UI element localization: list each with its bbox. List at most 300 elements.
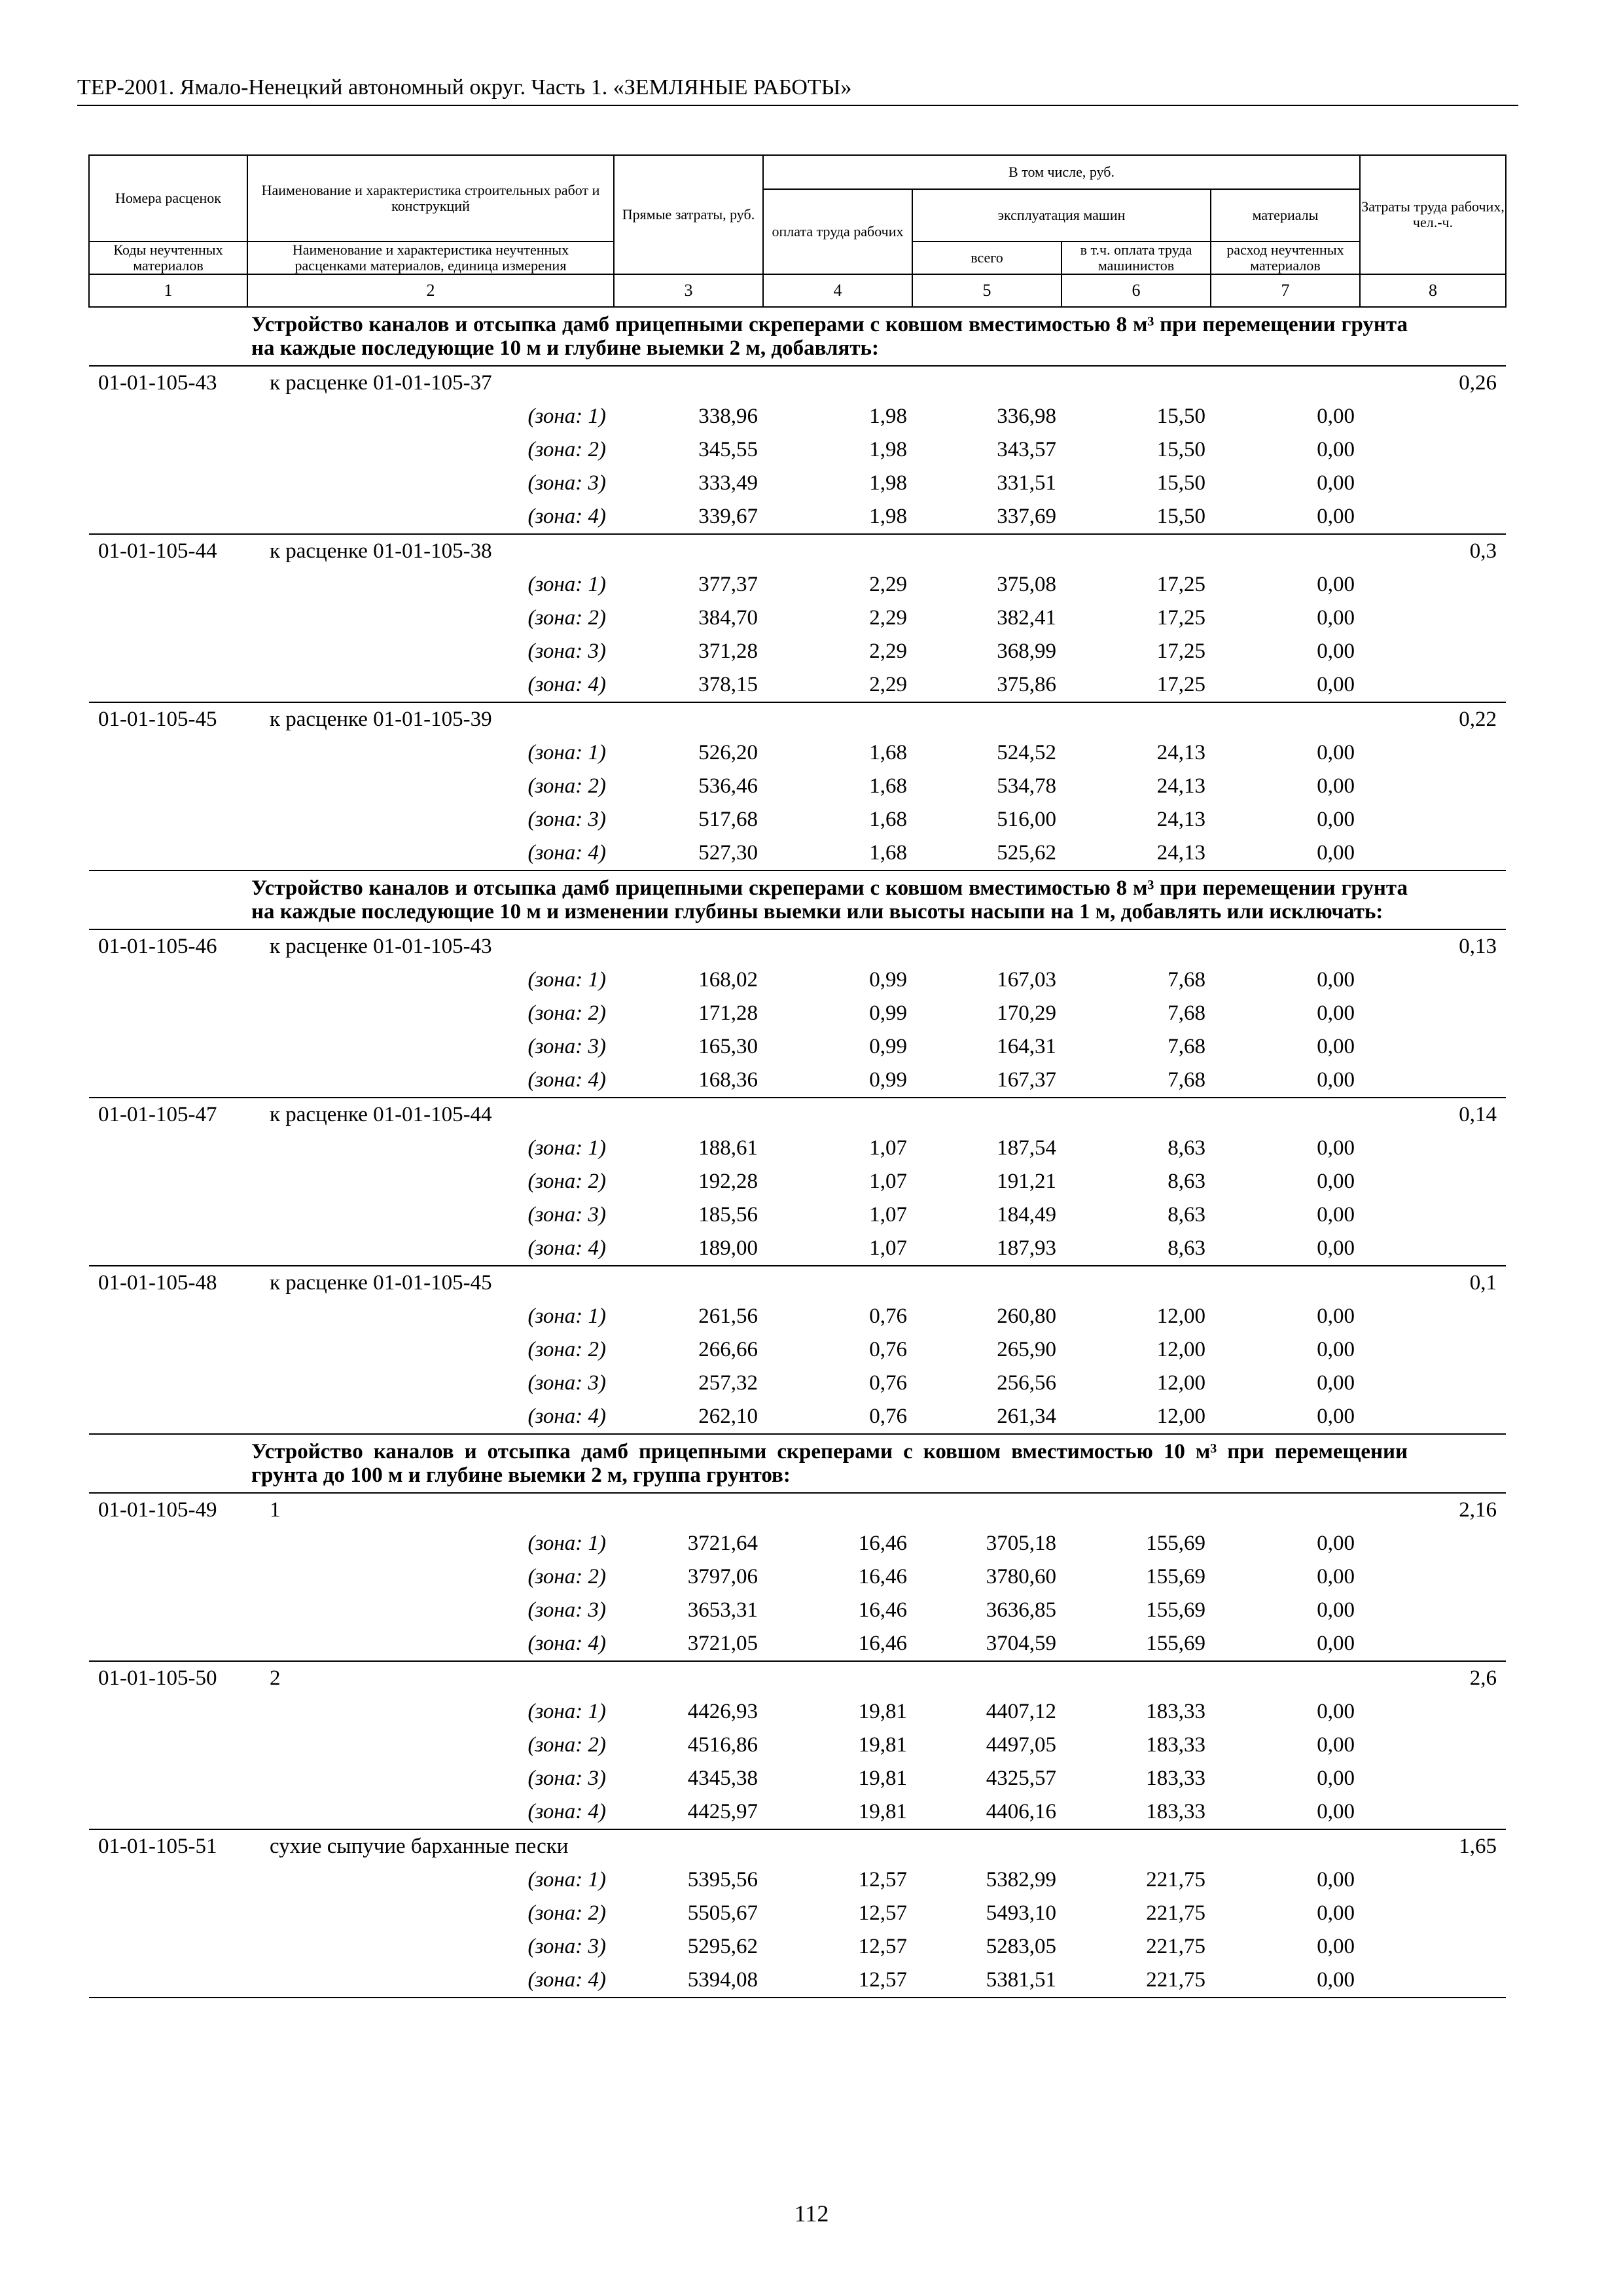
empty-cell	[89, 1627, 247, 1661]
materials-value: 0,00	[1317, 471, 1355, 495]
direct-costs-value: 371,28	[698, 639, 758, 663]
zone-row	[89, 500, 1506, 534]
empty-cell	[89, 635, 247, 668]
zone-row	[89, 1627, 1506, 1661]
empty-cell	[1211, 1493, 1360, 1527]
empty-cell	[89, 568, 247, 601]
empty-cell	[1360, 997, 1506, 1030]
empty-cell	[1360, 1300, 1506, 1333]
empty-cell	[1061, 1661, 1211, 1695]
zone-label: (зона: 2)	[527, 1733, 606, 1757]
empty-cell	[1211, 366, 1360, 400]
zone-label: (зона: 1)	[527, 404, 606, 428]
zone-row	[89, 1527, 1506, 1560]
worker-pay-value: 12,57	[858, 1901, 907, 1925]
direct-costs-value: 3797,06	[687, 1565, 758, 1588]
empty-cell	[89, 1762, 247, 1795]
empty-cell	[912, 929, 1061, 963]
materials-value: 0,00	[1317, 1170, 1355, 1193]
worker-pay-value: 2,29	[763, 668, 912, 702]
zone-label: (зона: 2)	[527, 1001, 606, 1025]
empty-cell	[1360, 568, 1506, 601]
empty-cell	[1360, 770, 1506, 803]
empty-cell	[614, 702, 763, 736]
machinist-pay-value: 24,13	[1061, 836, 1211, 870]
zone-row	[89, 467, 1506, 500]
machine-total-value: 5493,10	[986, 1901, 1056, 1925]
materials-value: 0,00	[1317, 1935, 1355, 1958]
zone-row	[89, 1198, 1506, 1232]
materials-value: 0,00	[1211, 1232, 1360, 1266]
worker-pay-value: 1,07	[869, 1203, 907, 1227]
machinist-pay-value: 8,63	[1168, 1136, 1205, 1160]
direct-costs-value: 377,37	[698, 573, 758, 596]
zone-row	[89, 1930, 1506, 1964]
zone-label: (зона: 2)	[527, 1901, 606, 1925]
direct-costs-value: 527,30	[614, 836, 763, 870]
empty-cell	[763, 1266, 912, 1300]
empty-cell	[1360, 500, 1506, 534]
empty-cell	[763, 1098, 912, 1132]
empty-cell	[1360, 1897, 1506, 1930]
section-title-row	[89, 307, 1506, 366]
empty-cell	[1360, 1729, 1506, 1762]
machine-total-value: 265,90	[997, 1338, 1056, 1361]
column-number: 6	[1061, 274, 1211, 307]
zone-label: (зона: 1)	[527, 1700, 606, 1723]
zone-label: (зона: 2)	[527, 1565, 606, 1588]
worker-pay-value: 1,68	[869, 808, 907, 831]
machine-total-value: 337,69	[912, 500, 1061, 534]
worker-pay-value: 2,29	[869, 573, 907, 596]
materials-value: 0,00	[1317, 1371, 1355, 1395]
zone-label: (зона: 1)	[527, 741, 606, 764]
direct-costs-value: 3721,05	[614, 1627, 763, 1661]
machinist-pay-value: 155,69	[1146, 1565, 1205, 1588]
empty-cell	[89, 770, 247, 803]
zone-label: (зона: 2)	[527, 438, 606, 461]
section-title: Устройство каналов и отсыпка дамб прицепными скреперами с ковшом вместимостью 10 м³ при перемещении грунта до 100 м и глубине выемки 2 м, группа грунтов:	[247, 1434, 1506, 1493]
empty-cell	[1360, 1762, 1506, 1795]
rate-code: 01-01-105-47	[89, 1098, 247, 1132]
machine-total-value: 375,08	[997, 573, 1056, 596]
empty-cell	[89, 1300, 247, 1333]
empty-cell	[1211, 702, 1360, 736]
machinist-pay-value: 183,33	[1061, 1795, 1211, 1829]
machine-total-value: 3704,59	[912, 1627, 1061, 1661]
direct-costs-value: 378,15	[614, 668, 763, 702]
zone-row	[89, 1132, 1506, 1165]
zone-row	[89, 1300, 1506, 1333]
rate-row	[89, 1661, 1506, 1695]
zone-label: (зона: 4)	[247, 836, 614, 870]
header-machinist-pay: в т.ч. оплата труда машинистов	[1061, 242, 1211, 274]
machinist-pay-value: 221,75	[1146, 1935, 1205, 1958]
direct-costs-value: 188,61	[698, 1136, 758, 1160]
rate-code: 01-01-105-49	[89, 1493, 247, 1527]
zone-label: (зона: 1)	[527, 968, 606, 992]
machine-total-value: 534,78	[997, 774, 1056, 798]
machinist-pay-value: 12,00	[1061, 1400, 1211, 1434]
column-number: 8	[1360, 274, 1506, 307]
empty-cell	[1360, 803, 1506, 836]
zone-row	[89, 770, 1506, 803]
worker-pay-value: 16,46	[858, 1532, 907, 1555]
direct-costs-value: 338,96	[698, 404, 758, 428]
direct-costs-value: 261,56	[698, 1304, 758, 1328]
zone-label: (зона: 4)	[247, 1964, 614, 1998]
materials-value: 0,00	[1317, 1700, 1355, 1723]
zone-label: (зона: 1)	[527, 1136, 606, 1160]
machine-total-value: 525,62	[912, 836, 1061, 870]
empty-cell	[89, 1367, 247, 1400]
machine-total-value: 382,41	[997, 606, 1056, 630]
rate-code: 01-01-105-43	[89, 366, 247, 400]
rate-name: к расценке 01-01-105-38	[247, 534, 614, 568]
materials-value: 0,00	[1211, 1964, 1360, 1998]
empty-cell	[763, 929, 912, 963]
zone-label: (зона: 4)	[247, 500, 614, 534]
rate-name: к расценке 01-01-105-39	[247, 702, 614, 736]
column-number: 4	[763, 274, 912, 307]
machine-total-value: 4407,12	[986, 1700, 1056, 1723]
worker-pay-value: 12,57	[858, 1868, 907, 1892]
direct-costs-value: 4426,93	[687, 1700, 758, 1723]
rate-row	[89, 366, 1506, 400]
section-blank-cell	[89, 1434, 247, 1493]
empty-cell	[614, 1098, 763, 1132]
column-numbers-row	[89, 274, 1506, 307]
machine-total-value: 368,99	[997, 639, 1056, 663]
zone-row	[89, 836, 1506, 870]
worker-pay-value: 19,81	[858, 1767, 907, 1790]
empty-cell	[614, 366, 763, 400]
header-work-name: Наименование и характеристика строительных работ и конструкций	[247, 155, 614, 242]
rate-name: к расценке 01-01-105-43	[247, 929, 614, 963]
empty-cell	[89, 601, 247, 635]
zone-label: (зона: 3)	[527, 1767, 606, 1790]
empty-cell	[89, 1198, 247, 1232]
section-blank-cell	[89, 870, 247, 929]
direct-costs-value: 4345,38	[687, 1767, 758, 1790]
empty-cell	[1211, 1829, 1360, 1863]
materials-value: 0,00	[1317, 573, 1355, 596]
machine-total-value: 5382,99	[986, 1868, 1056, 1892]
worker-pay-value: 0,76	[869, 1304, 907, 1328]
empty-cell	[614, 1661, 763, 1695]
machinist-pay-value: 183,33	[1146, 1733, 1205, 1757]
empty-cell	[89, 1897, 247, 1930]
machine-total-value: 4497,05	[986, 1733, 1056, 1757]
materials-value: 0,00	[1211, 668, 1360, 702]
worker-pay-value: 16,46	[858, 1598, 907, 1622]
materials-value: 0,00	[1317, 808, 1355, 831]
direct-costs-value: 262,10	[614, 1400, 763, 1434]
header-direct-costs: Прямые затраты, руб.	[614, 155, 763, 274]
zone-row	[89, 1964, 1506, 1998]
empty-cell	[614, 1493, 763, 1527]
empty-cell	[1360, 1795, 1506, 1829]
empty-cell	[912, 534, 1061, 568]
worker-pay-value: 0,76	[869, 1338, 907, 1361]
empty-cell	[89, 963, 247, 997]
machine-total-value: 375,86	[912, 668, 1061, 702]
zone-label: (зона: 4)	[247, 1232, 614, 1266]
zone-row	[89, 1367, 1506, 1400]
zone-row	[89, 1695, 1506, 1729]
worker-pay-value: 2,29	[869, 606, 907, 630]
materials-value: 0,00	[1317, 1565, 1355, 1588]
worker-pay-value: 0,76	[869, 1371, 907, 1395]
zone-row	[89, 963, 1506, 997]
empty-cell	[1360, 400, 1506, 433]
materials-value: 0,00	[1211, 1400, 1360, 1434]
zone-row	[89, 433, 1506, 467]
zone-label: (зона: 2)	[527, 774, 606, 798]
empty-cell	[1360, 1527, 1506, 1560]
empty-cell	[1360, 1232, 1506, 1266]
direct-costs-value: 192,28	[698, 1170, 758, 1193]
zone-row	[89, 1762, 1506, 1795]
labor-value: 0,3	[1360, 534, 1506, 568]
zone-label: (зона: 2)	[527, 1170, 606, 1193]
materials-value: 0,00	[1317, 1304, 1355, 1328]
materials-value: 0,00	[1211, 836, 1360, 870]
labor-value: 0,13	[1360, 929, 1506, 963]
machinist-pay-value: 12,00	[1156, 1371, 1205, 1395]
labor-value: 0,26	[1360, 366, 1506, 400]
empty-cell	[614, 1829, 763, 1863]
empty-cell	[89, 997, 247, 1030]
empty-cell	[1211, 929, 1360, 963]
empty-cell	[763, 534, 912, 568]
worker-pay-value: 1,98	[763, 500, 912, 534]
empty-cell	[89, 1064, 247, 1098]
zone-row	[89, 1594, 1506, 1627]
materials-value: 0,00	[1317, 1868, 1355, 1892]
zone-row	[89, 997, 1506, 1030]
machinist-pay-value: 15,50	[1061, 500, 1211, 534]
machine-total-value: 184,49	[997, 1203, 1056, 1227]
materials-value: 0,00	[1317, 1035, 1355, 1058]
worker-pay-value: 1,98	[869, 404, 907, 428]
direct-costs-value: 168,36	[614, 1064, 763, 1098]
direct-costs-value: 333,49	[698, 471, 758, 495]
empty-cell	[1211, 1098, 1360, 1132]
empty-cell	[1360, 668, 1506, 702]
machine-total-value: 187,93	[912, 1232, 1061, 1266]
direct-costs-value: 189,00	[614, 1232, 763, 1266]
worker-pay-value: 0,76	[763, 1400, 912, 1434]
machine-total-value: 4325,57	[986, 1767, 1056, 1790]
header-material-name: Наименование и характеристика неучтенных расценками материалов, единица измерения	[247, 242, 614, 274]
empty-cell	[89, 803, 247, 836]
zone-row	[89, 1333, 1506, 1367]
machine-total-value: 170,29	[997, 1001, 1056, 1025]
machinist-pay-value: 221,75	[1146, 1901, 1205, 1925]
machine-total-value: 3780,60	[986, 1565, 1056, 1588]
machine-total-value: 3705,18	[986, 1532, 1056, 1555]
empty-cell	[1360, 1165, 1506, 1198]
worker-pay-value: 1,07	[869, 1170, 907, 1193]
empty-cell	[1360, 1030, 1506, 1064]
empty-cell	[89, 668, 247, 702]
machine-total-value: 191,21	[997, 1170, 1056, 1193]
zone-label: (зона: 3)	[527, 1371, 606, 1395]
direct-costs-value: 5295,62	[687, 1935, 758, 1958]
header-worker-pay: оплата труда рабочих	[763, 189, 912, 274]
empty-cell	[912, 1493, 1061, 1527]
empty-cell	[1360, 467, 1506, 500]
empty-cell	[1061, 1098, 1211, 1132]
zone-row	[89, 601, 1506, 635]
empty-cell	[614, 929, 763, 963]
worker-pay-value: 19,81	[763, 1795, 912, 1829]
direct-costs-value: 5505,67	[687, 1901, 758, 1925]
direct-costs-value: 165,30	[698, 1035, 758, 1058]
empty-cell	[763, 1661, 912, 1695]
machinist-pay-value: 17,25	[1061, 668, 1211, 702]
rates-table	[88, 154, 1507, 1998]
rate-row	[89, 1829, 1506, 1863]
empty-cell	[89, 1695, 247, 1729]
worker-pay-value: 1,98	[869, 438, 907, 461]
materials-value: 0,00	[1317, 639, 1355, 663]
worker-pay-value: 16,46	[763, 1627, 912, 1661]
worker-pay-value: 0,99	[869, 1001, 907, 1025]
empty-cell	[89, 1930, 247, 1964]
machinist-pay-value: 183,33	[1146, 1700, 1205, 1723]
machinist-pay-value: 7,68	[1168, 968, 1205, 992]
direct-costs-value: 257,32	[698, 1371, 758, 1395]
zone-label: (зона: 4)	[247, 1627, 614, 1661]
worker-pay-value: 19,81	[858, 1733, 907, 1757]
header-unaccounted-materials: расход неучтенных материалов	[1211, 242, 1360, 274]
empty-cell	[89, 1165, 247, 1198]
zone-row	[89, 1897, 1506, 1930]
empty-cell	[763, 1493, 912, 1527]
column-number: 3	[614, 274, 763, 307]
empty-cell	[1061, 1493, 1211, 1527]
empty-cell	[1360, 736, 1506, 770]
empty-cell	[1360, 1198, 1506, 1232]
empty-cell	[1061, 702, 1211, 736]
section-title: Устройство каналов и отсыпка дамб прицепными скреперами с ковшом вместимостью 8 м³ при перемещении грунта на каждые последующие 10 м и глубине выемки 2 м, добавлять:	[247, 307, 1506, 366]
direct-costs-value: 384,70	[698, 606, 758, 630]
machinist-pay-value: 8,63	[1061, 1232, 1211, 1266]
machinist-pay-value: 24,13	[1156, 741, 1205, 764]
machine-total-value: 331,51	[997, 471, 1056, 495]
materials-value: 0,00	[1211, 1795, 1360, 1829]
zone-label: (зона: 3)	[527, 639, 606, 663]
machine-total-value: 5283,05	[986, 1935, 1056, 1958]
machinist-pay-value: 7,68	[1168, 1035, 1205, 1058]
empty-cell	[1360, 1863, 1506, 1897]
header-machine-operation: эксплуатация машин	[912, 189, 1211, 242]
zone-row	[89, 1165, 1506, 1198]
zone-row	[89, 1400, 1506, 1434]
machinist-pay-value: 7,68	[1061, 1064, 1211, 1098]
rate-name: к расценке 01-01-105-37	[247, 366, 614, 400]
machinist-pay-value: 15,50	[1156, 438, 1205, 461]
direct-costs-value: 339,67	[614, 500, 763, 534]
empty-cell	[1360, 836, 1506, 870]
labor-value: 2,16	[1360, 1493, 1506, 1527]
empty-cell	[89, 1729, 247, 1762]
machinist-pay-value: 17,25	[1156, 639, 1205, 663]
machinist-pay-value: 8,63	[1168, 1203, 1205, 1227]
empty-cell	[1360, 1064, 1506, 1098]
materials-value: 0,00	[1211, 1064, 1360, 1098]
machine-total-value: 5381,51	[912, 1964, 1061, 1998]
section-title: Устройство каналов и отсыпка дамб прицепными скреперами с ковшом вместимостью 8 м³ при перемещении грунта на каждые последующие 10 м и изменении глубины выемки или высоты насыпи на 1 м, добавлять или исключать:	[247, 870, 1506, 929]
direct-costs-value: 3721,64	[687, 1532, 758, 1555]
empty-cell	[89, 1527, 247, 1560]
empty-cell	[614, 1266, 763, 1300]
empty-cell	[912, 1098, 1061, 1132]
empty-cell	[912, 702, 1061, 736]
rate-code: 01-01-105-44	[89, 534, 247, 568]
direct-costs-value: 4425,97	[614, 1795, 763, 1829]
empty-cell	[1061, 534, 1211, 568]
empty-cell	[89, 736, 247, 770]
rate-code: 01-01-105-48	[89, 1266, 247, 1300]
direct-costs-value: 171,28	[698, 1001, 758, 1025]
empty-cell	[1360, 1132, 1506, 1165]
empty-cell	[1211, 1266, 1360, 1300]
column-number: 7	[1211, 274, 1360, 307]
empty-cell	[1360, 601, 1506, 635]
empty-cell	[89, 1400, 247, 1434]
zone-label: (зона: 2)	[527, 606, 606, 630]
materials-value: 0,00	[1317, 1532, 1355, 1555]
rate-name: 2	[247, 1661, 614, 1695]
direct-costs-value: 5394,08	[614, 1964, 763, 1998]
materials-value: 0,00	[1317, 404, 1355, 428]
zone-row	[89, 1064, 1506, 1098]
empty-cell	[89, 1333, 247, 1367]
worker-pay-value: 1,68	[869, 774, 907, 798]
zone-label: (зона: 1)	[527, 1304, 606, 1328]
empty-cell	[89, 1132, 247, 1165]
rate-row	[89, 1266, 1506, 1300]
empty-cell	[1360, 1594, 1506, 1627]
empty-cell	[763, 366, 912, 400]
empty-cell	[1061, 366, 1211, 400]
section-title-row	[89, 1434, 1506, 1493]
zone-row	[89, 668, 1506, 702]
empty-cell	[1061, 1829, 1211, 1863]
direct-costs-value: 345,55	[698, 438, 758, 461]
machinist-pay-value: 15,50	[1156, 404, 1205, 428]
zone-label: (зона: 3)	[527, 1935, 606, 1958]
zone-label: (зона: 3)	[527, 808, 606, 831]
section-title-row	[89, 870, 1506, 929]
page-number: 112	[794, 2200, 829, 2227]
machine-total-value: 3636,85	[986, 1598, 1056, 1622]
rate-row	[89, 1493, 1506, 1527]
machine-total-value: 336,98	[997, 404, 1056, 428]
zone-label: (зона: 4)	[247, 1064, 614, 1098]
empty-cell	[1360, 1627, 1506, 1661]
empty-cell	[763, 702, 912, 736]
worker-pay-value: 16,46	[858, 1565, 907, 1588]
zone-label: (зона: 3)	[527, 1035, 606, 1058]
rate-code: 01-01-105-45	[89, 702, 247, 736]
worker-pay-value: 0,99	[869, 1035, 907, 1058]
machine-total-value: 524,52	[997, 741, 1056, 764]
header-material-codes: Коды неучтенных материалов	[89, 242, 247, 274]
